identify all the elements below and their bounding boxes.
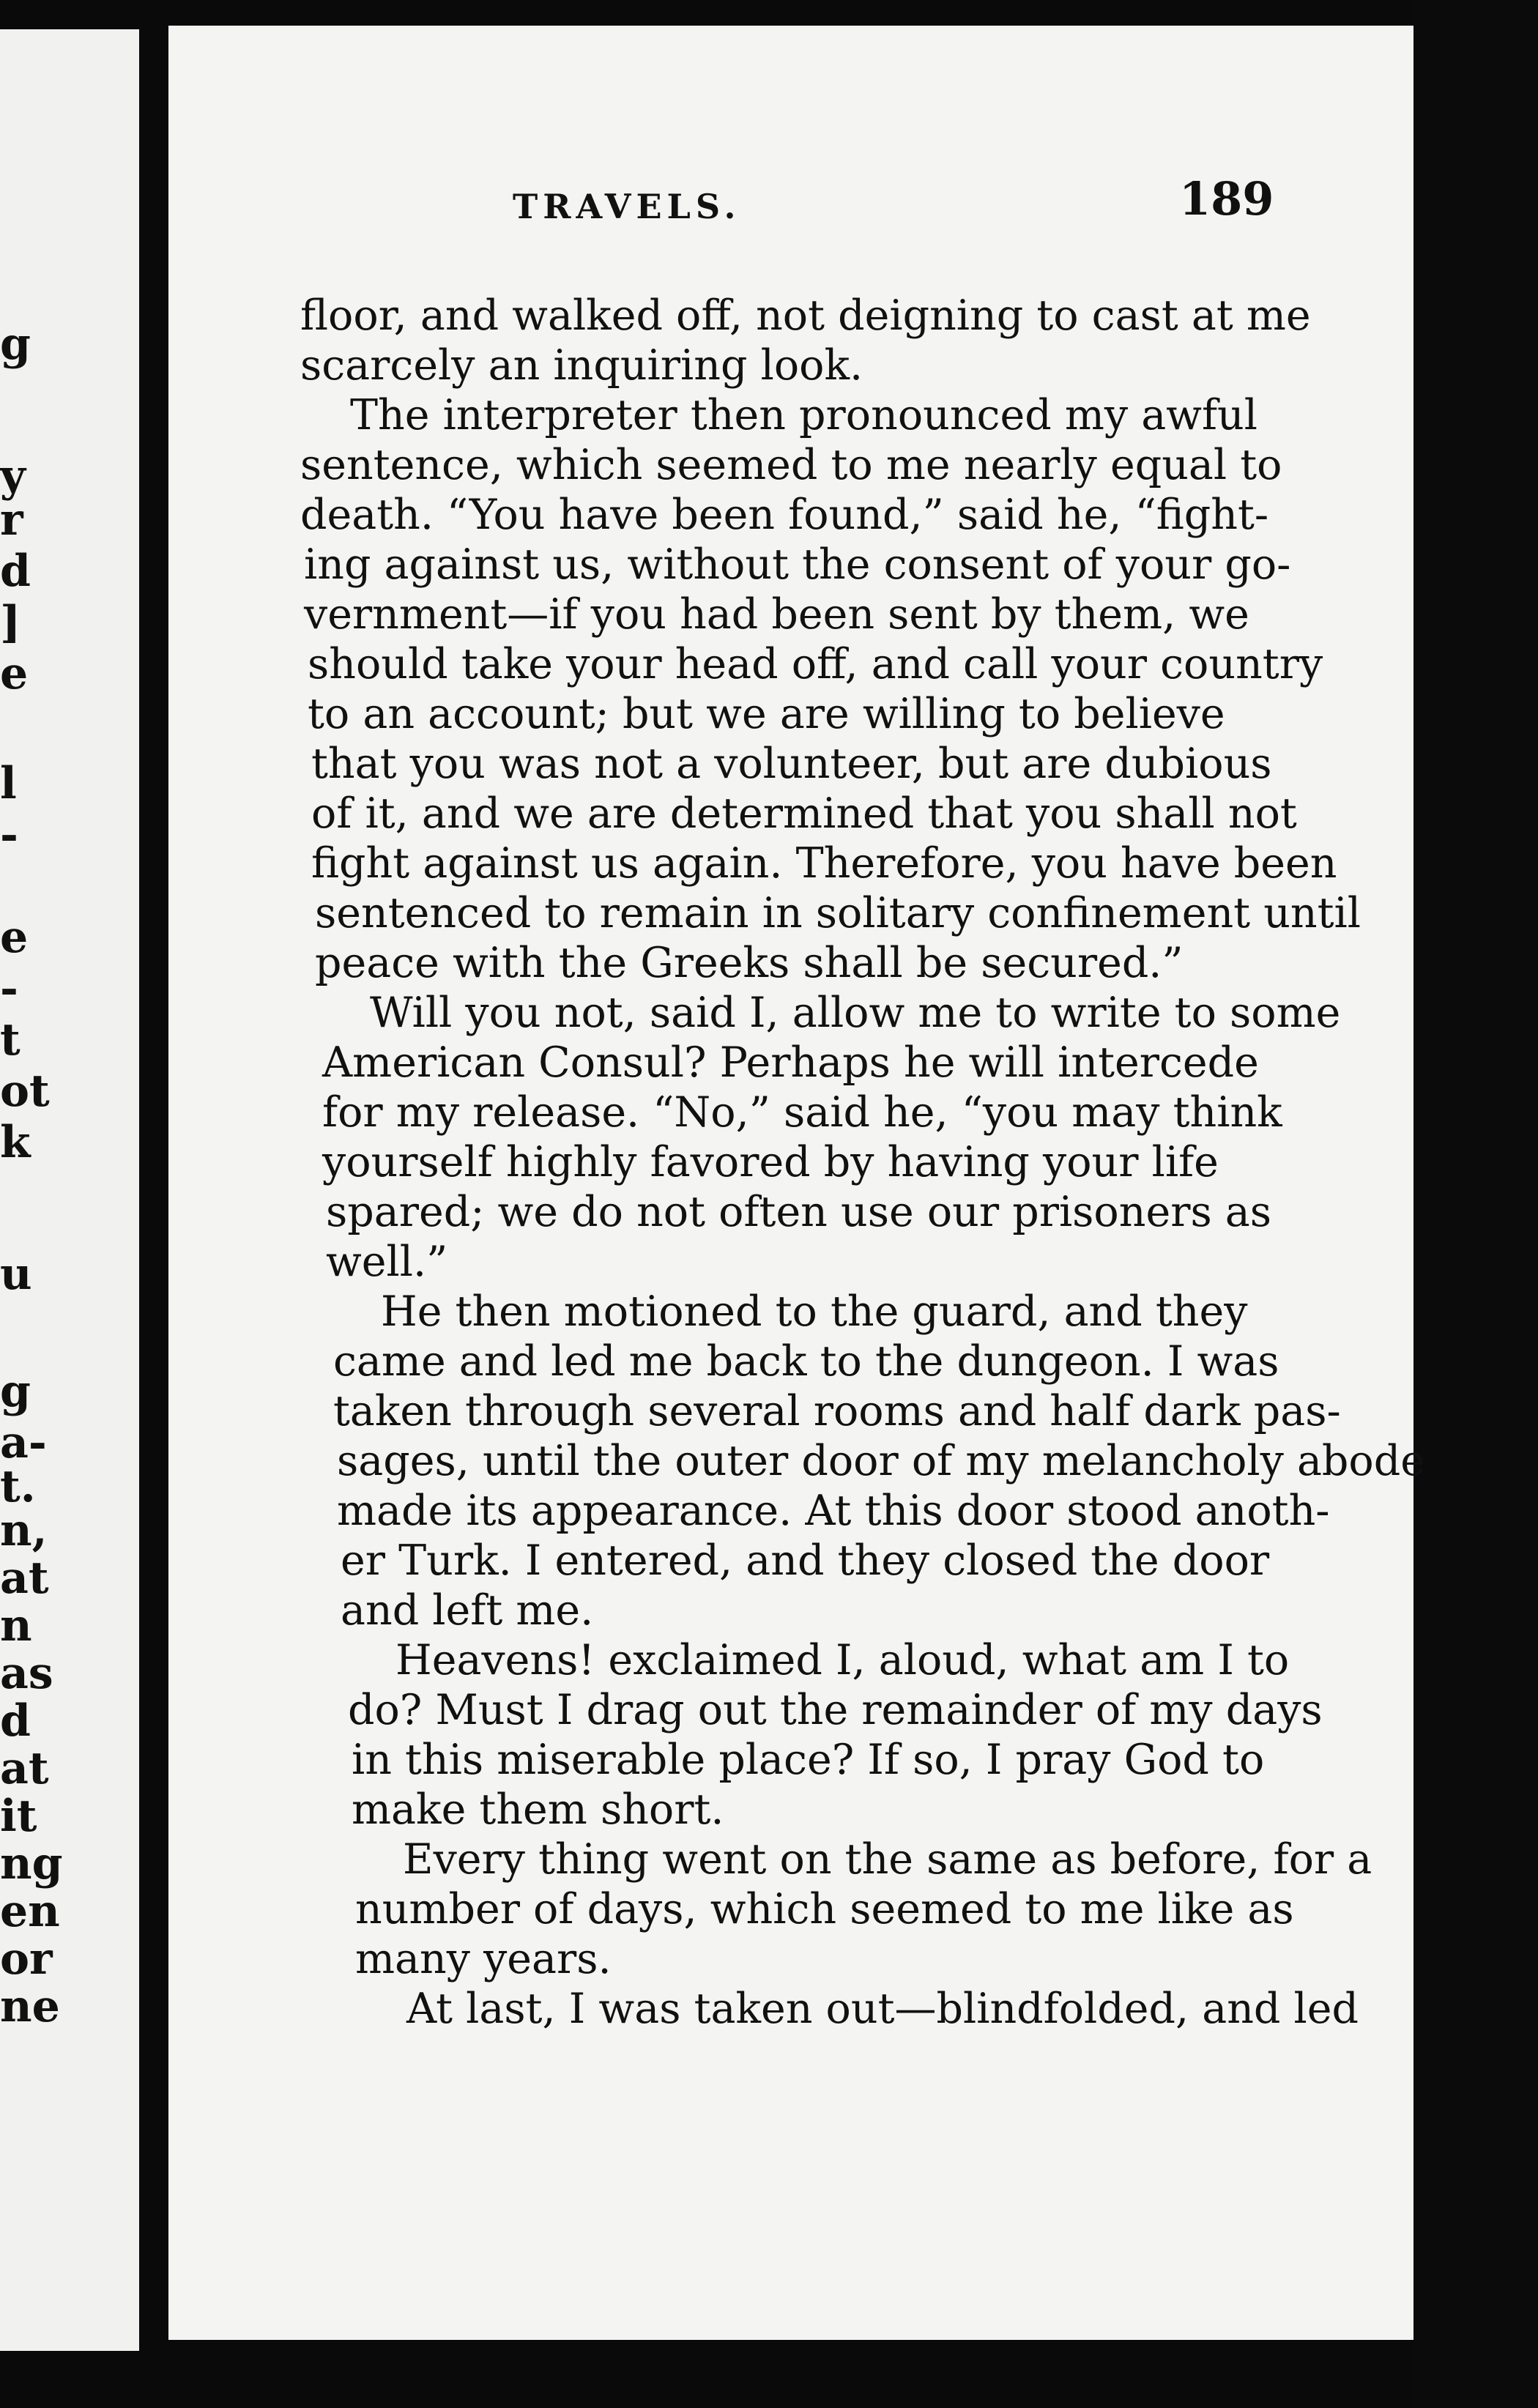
text-line: er Turk. I entered, and they closed the door xyxy=(341,1536,1270,1585)
text-line: He then motioned to the guard, and they xyxy=(381,1287,1248,1336)
text-line: Every thing went on the same as before, for a xyxy=(403,1835,1372,1884)
text-line: should take your head off, and call your country xyxy=(308,640,1323,688)
text-line: many years. xyxy=(355,1935,612,1983)
text-line: and left me. xyxy=(341,1586,594,1635)
facing-page-fragment: u xyxy=(0,1249,32,1300)
running-head: TRAVELS. xyxy=(513,187,741,226)
text-line: At last, I was taken out—blindfolded, and led xyxy=(406,1985,1359,2033)
facing-page-fragment: g xyxy=(0,1366,31,1417)
facing-page-fragment: k xyxy=(0,1117,31,1168)
facing-page-fragment: t. xyxy=(0,1461,36,1512)
facing-page-fragment: d xyxy=(0,546,31,597)
text-line: make them short. xyxy=(352,1785,724,1834)
facing-page-fragment: d xyxy=(0,1695,31,1747)
text-line: that you was not a volunteer, but are dubious xyxy=(311,740,1272,788)
facing-page-fragment: ] xyxy=(0,597,21,648)
facing-page-fragment: - xyxy=(0,963,18,1014)
text-line: came and led me back to the dungeon. I was xyxy=(333,1337,1279,1386)
facing-page-fragment: l xyxy=(0,758,17,809)
facing-page-fragment: at xyxy=(0,1743,49,1794)
text-line: floor, and walked off, not deigning to cast at me xyxy=(300,291,1311,340)
facing-page-fragment: r xyxy=(0,494,23,546)
facing-page-fragment: or xyxy=(0,1933,53,1985)
text-line: of it, and we are determined that you shall not xyxy=(311,789,1297,838)
text-line: Will you not, said I, allow me to write to some xyxy=(370,989,1341,1037)
text-line: well.” xyxy=(326,1238,448,1286)
text-line: death. “You have been found,” said he, “fight- xyxy=(300,491,1269,539)
text-line: Heavens! exclaimed I, aloud, what am I to xyxy=(395,1636,1290,1684)
facing-page-fragment: a- xyxy=(0,1417,47,1468)
text-line: made its appearance. At this door stood anoth- xyxy=(337,1487,1330,1535)
facing-page-fragment: it xyxy=(0,1791,37,1842)
text-line: The interpreter then pronounced my awful xyxy=(350,391,1257,439)
text-line: in this miserable place? If so, I pray God to xyxy=(352,1736,1265,1784)
text-line: do? Must I drag out the remainder of my days xyxy=(348,1686,1323,1734)
facing-page-fragment: n, xyxy=(0,1505,48,1556)
facing-page-fragment: en xyxy=(0,1886,60,1937)
facing-page-fragment: e xyxy=(0,648,29,699)
text-line: to an account; but we are willing to believe xyxy=(308,690,1225,738)
page-number: 189 xyxy=(1179,172,1274,226)
book-gutter xyxy=(139,0,168,2408)
text-line: peace with the Greeks shall be secured.” xyxy=(315,939,1184,987)
facing-page-fragment: y xyxy=(0,450,26,502)
text-line: yourself highly favored by having your life xyxy=(322,1138,1219,1186)
text-line: scarcely an inquiring look. xyxy=(300,341,863,390)
text-line: spared; we do not often use our prisoners as xyxy=(326,1188,1272,1236)
text-line: for my release. “No,” said he, “you may think xyxy=(322,1088,1282,1137)
facing-page-fragment: ne xyxy=(0,1981,60,2032)
facing-page-fragment: t xyxy=(0,1014,21,1066)
text-line: fight against us again. Therefore, you have been xyxy=(311,839,1337,888)
text-line: sentence, which seemed to me nearly equal to xyxy=(300,441,1282,489)
facing-page-fragment: e xyxy=(0,912,29,963)
page-edge-shadow xyxy=(1413,0,1538,2408)
facing-page-fragment: as xyxy=(0,1648,53,1699)
text-line: ing against us, without the consent of your go- xyxy=(304,540,1291,589)
text-line: sentenced to remain in solitary confinement until xyxy=(315,889,1361,937)
facing-page-fragment: n xyxy=(0,1600,32,1651)
text-line: sages, until the outer door of my melancholy abode xyxy=(337,1437,1425,1485)
facing-page-fragment: g xyxy=(0,319,31,370)
text-line: vernment—if you had been sent by them, we xyxy=(304,590,1249,639)
text-line: American Consul? Perhaps he will intercede xyxy=(322,1038,1259,1087)
facing-page-edge xyxy=(0,29,139,2351)
facing-page-fragment: ot xyxy=(0,1066,50,1117)
facing-page-fragment: - xyxy=(0,809,18,861)
text-line: number of days, which seemed to me like as xyxy=(355,1885,1294,1933)
facing-page-fragment: ng xyxy=(0,1838,63,1889)
facing-page-fragment: at xyxy=(0,1553,49,1604)
text-line: taken through several rooms and half dark pas- xyxy=(333,1387,1341,1435)
